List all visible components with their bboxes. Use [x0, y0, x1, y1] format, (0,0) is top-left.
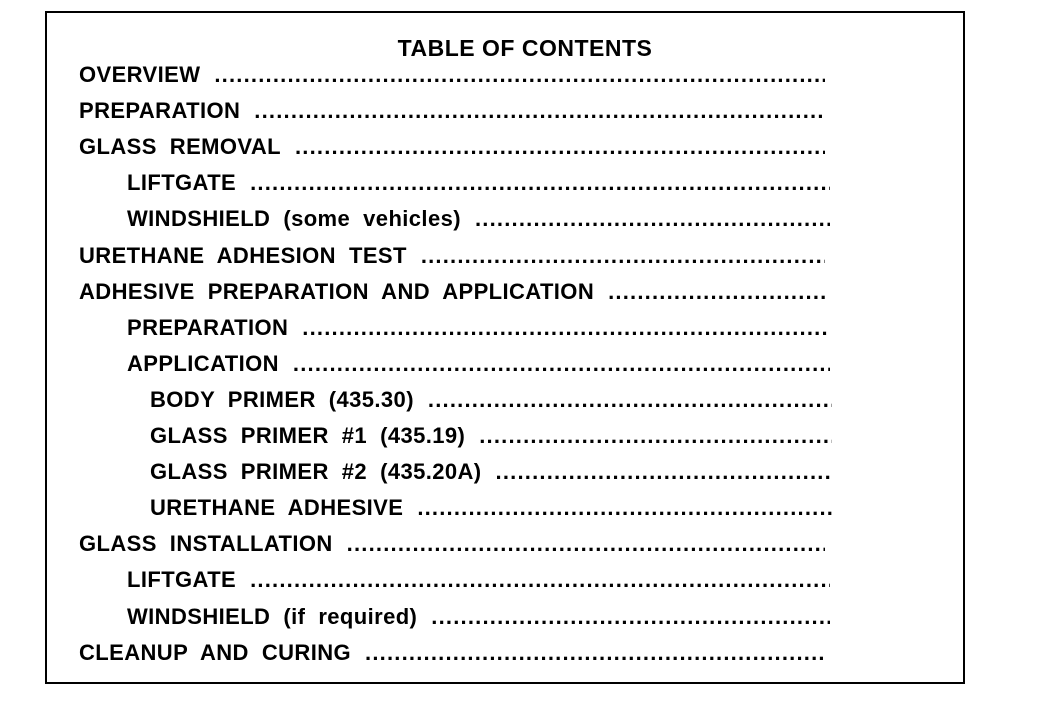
- toc-entry: [79, 96, 825, 126]
- dot-leader: [365, 638, 825, 668]
- toc-entry-label: PREPARATION: [127, 314, 289, 340]
- toc-entry: [127, 602, 830, 632]
- toc-entry-label: CLEANUP AND CURING: [79, 639, 352, 665]
- toc-entry-label: APPLICATION: [127, 350, 279, 376]
- toc-entry: [127, 204, 830, 234]
- dot-leader: [431, 602, 830, 632]
- dot-leader: [214, 60, 825, 90]
- dot-leader: [417, 493, 832, 523]
- toc-entry-label: GLASS INSTALLATION: [79, 531, 333, 557]
- toc-entry: [79, 638, 825, 668]
- toc-entry-label: ADHESIVE PREPARATION AND APPLICATION: [79, 278, 595, 304]
- toc-entry-label: LIFTGATE: [127, 170, 237, 196]
- toc-entry: [127, 313, 830, 343]
- dot-leader: [295, 132, 825, 162]
- toc-entry: [127, 349, 830, 379]
- toc-entry: [150, 385, 832, 415]
- dot-leader: [428, 385, 832, 415]
- toc-entry: [79, 529, 825, 559]
- toc-entry: [79, 277, 825, 307]
- toc-entry: [79, 60, 825, 90]
- toc-entry-label: URETHANE ADHESIVE: [150, 495, 404, 521]
- toc-entry-label: GLASS PRIMER #1 (435.19): [150, 423, 466, 448]
- dot-leader: [254, 96, 825, 126]
- dot-leader: [421, 241, 825, 271]
- toc-entry-label: BODY PRIMER (435.30): [150, 386, 414, 412]
- dot-leader: [608, 277, 825, 307]
- toc-entry: [79, 241, 825, 271]
- dot-leader: [293, 349, 830, 379]
- toc-entry-label: OVERVIEW: [79, 62, 201, 87]
- toc-entry-label: LIFTGATE: [127, 567, 237, 593]
- toc-entry: [79, 132, 825, 162]
- dot-leader: [250, 168, 830, 198]
- toc-entry-label: GLASS REMOVAL: [79, 134, 281, 160]
- dot-leader: [496, 457, 832, 487]
- toc-entry: [150, 421, 832, 451]
- dot-leader: [302, 313, 830, 343]
- dot-leader: [479, 421, 832, 451]
- toc-entry: [127, 168, 830, 198]
- toc-entry-label: GLASS PRIMER #2 (435.20A): [150, 459, 482, 485]
- toc-entry: [150, 457, 832, 487]
- toc-entry: [150, 493, 832, 523]
- toc-entry-label: PREPARATION: [79, 98, 241, 124]
- toc-entries: [47, 13, 963, 682]
- toc-entry-label: URETHANE ADHESION TEST: [79, 242, 407, 268]
- dot-leader: [347, 529, 825, 559]
- toc-entry: [127, 565, 830, 595]
- table-of-contents-frame: [45, 11, 965, 684]
- dot-leader: [475, 204, 830, 234]
- dot-leader: [250, 565, 830, 595]
- toc-entry-label: WINDSHIELD (some vehicles): [127, 206, 461, 232]
- toc-entry-label: WINDSHIELD (if required): [127, 603, 418, 629]
- toc-title: TABLE OF CONTENTS: [397, 35, 653, 61]
